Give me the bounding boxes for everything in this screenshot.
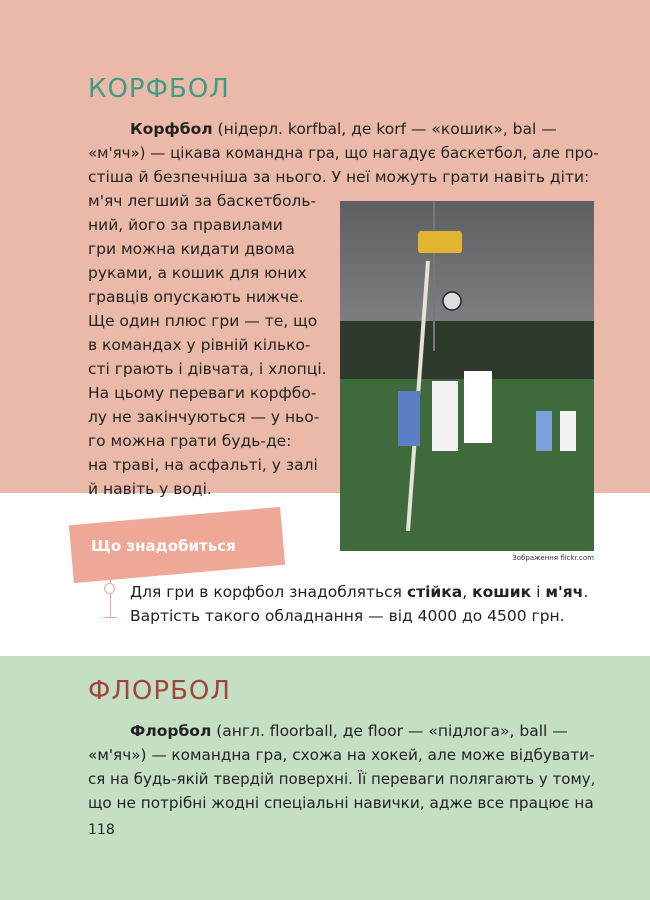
floorball-text-line: ся на будь-якій твердій поверхні. Її переваги полягають у тому, xyxy=(88,770,596,788)
korfball-photo xyxy=(340,201,594,551)
korfball-text-line: Корфбол (нідерл. korfbal, де korf — «кошик», bal — xyxy=(130,120,557,138)
ball xyxy=(443,292,461,310)
korfball-text-line: м'яч легший за баскетболь- xyxy=(88,192,317,210)
korfball-text-line: гри можна кидати двома xyxy=(88,240,295,258)
photo-caption: Зображення flickr.com xyxy=(512,554,594,562)
needs-bullet-icon xyxy=(104,583,115,594)
korfball-text-line: го можна грати будь-де: xyxy=(88,432,292,450)
korfball-text-line: в командах у рівній кілько- xyxy=(88,336,311,354)
needs-connector-tick xyxy=(103,617,117,618)
korfball-text-line: На цьому переваги корфбо- xyxy=(88,384,317,402)
korfball-text-line: гравців опускають нижче. xyxy=(88,288,304,306)
korfball-text-line: й навіть у воді. xyxy=(88,480,212,498)
floorball-text-line: «м'яч») — командна гра, схожа на хокей, але може відбувати- xyxy=(88,746,595,764)
floorball-text-line: Флорбол (англ. floorball, де floor — «підлога», ball — xyxy=(130,722,568,740)
korfball-basket xyxy=(418,231,462,253)
needs-text-line: Для гри в корфбол знадобляться стійка, кошик і м'яч. xyxy=(130,583,589,601)
floorball-text-line: що не потрібні жодні спеціальні навички, адже все працює на xyxy=(88,794,594,812)
korfball-text-line: руками, а кошик для юних xyxy=(88,264,307,282)
needs-label: Що знадобиться xyxy=(91,537,236,555)
needs-connector-line xyxy=(110,575,111,617)
page-number: 118 xyxy=(88,822,115,838)
korfball-text-line: стіша й безпечніша за нього. У неї можуть грати навіть діти: xyxy=(88,168,590,186)
korfball-text-line: лу не закінчуються — у ньо- xyxy=(88,408,320,426)
needs-text-line: Вартість такого обладнання — від 4000 до 4500 грн. xyxy=(130,607,565,625)
korfball-title: КОРФБОЛ xyxy=(88,74,230,104)
korfball-text-line: ний, його за правилами xyxy=(88,216,283,234)
korfball-text-line: на траві, на асфальті, у залі xyxy=(88,456,318,474)
korfball-text-line: Ще один плюс гри — те, що xyxy=(88,312,318,330)
floorball-title: ФЛОРБОЛ xyxy=(88,676,231,706)
korfball-text-line: «м'яч») — цікава командна гра, що нагадує баскетбол, але про- xyxy=(88,144,599,162)
korfball-text-line: сті грають і дівчата, і хлопці. xyxy=(88,360,327,378)
